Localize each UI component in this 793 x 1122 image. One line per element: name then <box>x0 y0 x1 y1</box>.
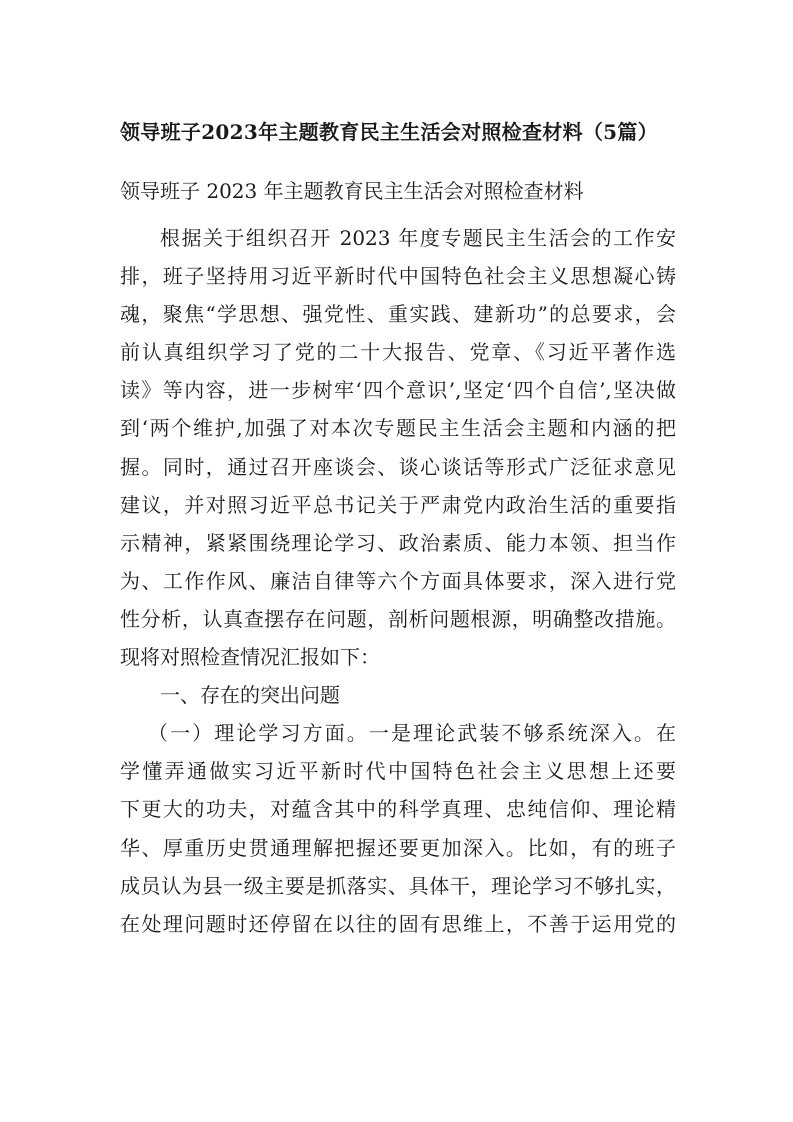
paragraph-line: 魂，聚焦“学思想、强党性、重实践、建新功”的总要求，会 <box>120 302 676 327</box>
paragraph-line: 学懂弄通做实习近平新时代中国特色社会主义思想上还要 <box>120 759 676 784</box>
paragraph-line: 在处理问题时还停留在以往的固有思维上，不善于运用党的 <box>120 911 676 936</box>
paragraph-line: 根据关于组织召开 2023 年度专题民主生活会的工作安 <box>160 226 676 250</box>
body-text <box>120 219 676 943</box>
paragraph-line: 前认真组织学习了党的二十大报告、党章、《习近平著作选 <box>120 340 676 365</box>
paragraph-line: （一）理论学习方面。一是理论武装不够系统深入。在 <box>148 721 676 746</box>
paragraph-line: 建议，并对照习近平总书记关于严肃党内政治生活的重要指 <box>120 492 676 517</box>
paragraph-line: 为、工作作风、廉洁自律等六个方面具体要求，深入进行党 <box>120 568 676 593</box>
paragraph-line: 成员认为县一级主要是抓落实、具体干，理论学习不够扎实， <box>120 873 676 898</box>
paragraph-line: 到‘两个维护,加强了对本次专题民主生活会主题和内涵的把 <box>120 416 676 441</box>
paragraph-line: 华、厚重历史贯通理解把握还要更加深入。比如，有的班子 <box>120 835 676 860</box>
paragraph-line: 握。同时，通过召开座谈会、谈心谈话等形式广泛征求意见 <box>120 454 676 479</box>
section-heading: 一、存在的突出问题 <box>160 683 340 708</box>
paragraph-line: 现将对照检查情况汇报如下： <box>120 645 380 670</box>
paragraph-line: 示精神，紧紧围绕理论学习、政治素质、能力本领、担当作 <box>120 530 676 555</box>
paragraph-line: 读》等内容，进一步树牢‘四个意识’,坚定‘四个自信’,坚决做 <box>120 378 676 403</box>
document-subtitle: 领导班子 2023 年主题教育民主生活会对照检查材料 <box>120 179 584 203</box>
document-title: 领导班子2023年主题教育民主生活会对照检查材料（5篇） <box>120 120 658 144</box>
paragraph-line: 排，班子坚持用习近平新时代中国特色社会主义思想凝心铸 <box>120 264 676 289</box>
paragraph-line: 下更大的功夫，对蕴含其中的科学真理、忠纯信仰、理论精 <box>120 797 676 822</box>
paragraph-line: 性分析，认真查摆存在问题，剖析问题根源，明确整改措施。 <box>120 606 676 631</box>
